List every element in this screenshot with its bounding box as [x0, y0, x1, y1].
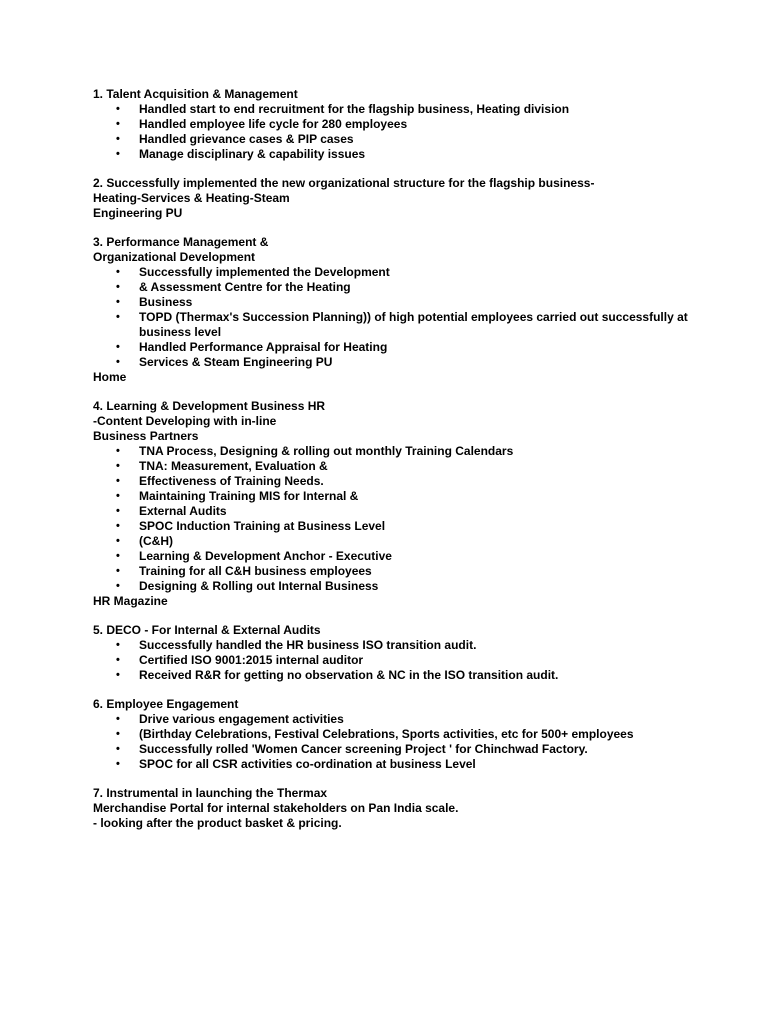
bullet-icon: •	[116, 713, 120, 725]
bullet-icon: •	[116, 460, 120, 472]
bullet-icon: •	[116, 758, 120, 770]
bullet-icon: •	[116, 341, 120, 353]
bullet-item	[93, 579, 728, 594]
bullet-text: (Birthday Celebrations, Festival Celebrations, Sports activities, etc for 500+ employees	[139, 727, 634, 741]
bullet-text: Successfully implemented the Development	[139, 265, 390, 279]
bullet-icon: •	[116, 475, 120, 487]
bullet-text: Training for all C&H business employees	[139, 564, 372, 578]
bullet-list	[93, 444, 728, 594]
bullet-icon: •	[116, 505, 120, 517]
bullet-item	[93, 712, 728, 727]
bullet-item	[93, 564, 728, 579]
bullet-list	[93, 638, 728, 683]
section-4	[93, 399, 728, 609]
bullet-item	[93, 638, 728, 653]
bullet-text: External Audits	[139, 504, 227, 518]
section-heading-line: Engineering PU	[93, 206, 183, 220]
bullet-text: Received R&R for getting no observation & NC in the ISO transition audit.	[139, 668, 559, 682]
bullet-icon: •	[116, 148, 120, 160]
bullet-list	[93, 102, 728, 162]
bullet-item	[93, 653, 728, 668]
bullet-icon: •	[116, 296, 120, 308]
bullet-text: Business	[139, 295, 193, 309]
bullet-text: TNA: Measurement, Evaluation &	[139, 459, 328, 473]
section-5	[93, 623, 728, 683]
bullet-text: Services & Steam Engineering PU	[139, 355, 333, 369]
bullet-list	[93, 712, 728, 772]
section-heading-line: 3. Performance Management &	[93, 235, 269, 249]
bullet-item	[93, 340, 728, 355]
bullet-text: Handled Performance Appraisal for Heating	[139, 340, 388, 354]
section-heading-line: 6. Employee Engagement	[93, 697, 239, 711]
bullet-item	[93, 549, 728, 564]
bullet-text: SPOC Induction Training at Business Level	[139, 519, 386, 533]
bullet-text: Handled grievance cases & PIP cases	[139, 132, 354, 146]
section-heading-line: 5. DECO - For Internal & External Audits	[93, 623, 321, 637]
section-heading-line: - looking after the product basket & pricing.	[93, 816, 342, 830]
bullet-text: TNA Process, Designing & rolling out monthly Training Calendars	[139, 444, 514, 458]
bullet-item	[93, 668, 728, 683]
bullet-icon: •	[116, 743, 120, 755]
bullet-icon: •	[116, 133, 120, 145]
bullet-text: Successfully rolled 'Women Cancer screening Project ' for Chinchwad Factory.	[139, 742, 588, 756]
section-heading-line: Heating-Services & Heating-Steam	[93, 191, 290, 205]
bullet-text: SPOC for all CSR activities co-ordination at business Level	[139, 757, 476, 771]
bullet-icon: •	[116, 580, 120, 592]
bullet-icon: •	[116, 565, 120, 577]
bullet-text: Designing & Rolling out Internal Business	[139, 579, 379, 593]
bullet-text: Handled employee life cycle for 280 employees	[139, 117, 408, 131]
bullet-icon: •	[116, 550, 120, 562]
bullet-list	[93, 265, 728, 370]
bullet-item	[93, 534, 728, 549]
bullet-icon: •	[116, 639, 120, 651]
section-heading-line: Business Partners	[93, 429, 199, 443]
bullet-item	[93, 489, 728, 504]
bullet-icon: •	[116, 520, 120, 532]
section-3	[93, 235, 728, 385]
bullet-item	[93, 727, 728, 742]
bullet-icon: •	[116, 118, 120, 130]
bullet-icon: •	[116, 103, 120, 115]
bullet-icon: •	[116, 266, 120, 278]
bullet-text: Maintaining Training MIS for Internal &	[139, 489, 359, 503]
bullet-item	[93, 757, 728, 772]
section-footer-line: Home	[93, 370, 127, 384]
bullet-item	[93, 444, 728, 459]
bullet-text: Certified ISO 9001:2015 internal auditor	[139, 653, 364, 667]
section-7	[93, 786, 728, 831]
bullet-text: (C&H)	[139, 534, 173, 548]
section-heading-line: Organizational Development	[93, 250, 256, 264]
bullet-item	[93, 474, 728, 489]
section-heading-line: 4. Learning & Development Business HR	[93, 399, 326, 413]
bullet-icon: •	[116, 728, 120, 740]
bullet-item	[93, 147, 728, 162]
bullet-text: TOPD (Thermax's Succession Planning)) of high potential employees carried out successfully at business level	[139, 310, 688, 339]
section-heading-line: 7. Instrumental in launching the Thermax	[93, 786, 328, 800]
bullet-icon: •	[116, 490, 120, 502]
section-heading-line: Merchandise Portal for internal stakeholders on Pan India scale.	[93, 801, 459, 815]
bullet-item	[93, 504, 728, 519]
bullet-item	[93, 310, 728, 340]
bullet-text: & Assessment Centre for the Heating	[139, 280, 351, 294]
bullet-text: Drive various engagement activities	[139, 712, 344, 726]
bullet-text: Successfully handled the HR business ISO transition audit.	[139, 638, 477, 652]
bullet-item	[93, 265, 728, 280]
section-footer-line: HR Magazine	[93, 594, 168, 608]
bullet-item	[93, 355, 728, 370]
bullet-item	[93, 295, 728, 310]
bullet-text: Learning & Development Anchor - Executive	[139, 549, 392, 563]
bullet-text: Handled start to end recruitment for the flagship business, Heating division	[139, 102, 570, 116]
section-heading-line: -Content Developing with in-line	[93, 414, 277, 428]
section-heading-line: 1. Talent Acquisition & Management	[93, 87, 298, 101]
section-1	[93, 87, 728, 162]
bullet-text: Effectiveness of Training Needs.	[139, 474, 324, 488]
bullet-icon: •	[116, 356, 120, 368]
bullet-item	[93, 742, 728, 757]
bullet-item	[93, 117, 728, 132]
bullet-icon: •	[116, 311, 120, 323]
bullet-icon: •	[116, 669, 120, 681]
section-heading-line: 2. Successfully implemented the new organizational structure for the flagship business-	[93, 176, 595, 190]
section-6	[93, 697, 728, 772]
bullet-item	[93, 132, 728, 147]
bullet-icon: •	[116, 281, 120, 293]
bullet-text: Manage disciplinary & capability issues	[139, 147, 366, 161]
section-2	[93, 176, 728, 221]
bullet-icon: •	[116, 535, 120, 547]
bullet-icon: •	[116, 445, 120, 457]
bullet-item	[93, 102, 728, 117]
bullet-item	[93, 280, 728, 295]
bullet-item	[93, 519, 728, 534]
bullet-item	[93, 459, 728, 474]
bullet-icon: •	[116, 654, 120, 666]
